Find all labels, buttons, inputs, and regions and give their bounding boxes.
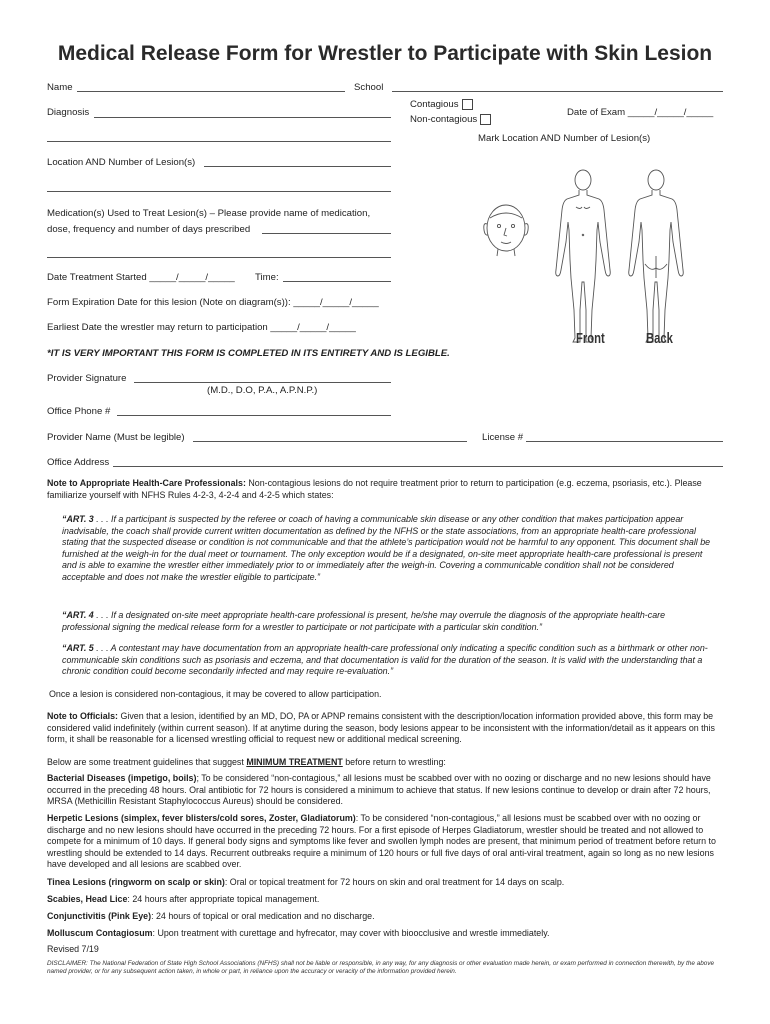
note-officials-heading: Note to Officials:	[47, 711, 119, 721]
body-diagram[interactable]	[476, 160, 726, 350]
diagnosis-label: Diagnosis	[47, 107, 90, 118]
guidelines-intro	[47, 757, 723, 769]
disclaimer: DISCLAIMER: The National Federation of State High School Associations (NFHS) shall not be liable or responsible, in any way, for any diagnosis or other evaluation made herein, or exam performed in connection therewith, by the above named provider, or for any subsequent action taken, in whole or part, in reliance upon the accuracy or veracity of the information provided herein.	[47, 960, 715, 976]
date-treatment-started-field[interactable]: Date Treatment Started _____/_____/_____	[47, 272, 235, 283]
note-officials-text: Given that a lesion, identified by an MD, DO, PA or APNP remains consistent with the description/location information provided above, this form may be considered valid indefinitely (within current season). If at anytime during the season, body lesions appear to be inconsistent with the information/detail as it appears on this form, it shall be reasonable for a licensed wrestling official to request new or additional medical screening.	[47, 711, 715, 744]
location-label: Location AND Number of Lesion(s)	[47, 157, 196, 168]
office-phone-label: Office Phone #	[47, 406, 111, 417]
revised-date: Revised 7/19	[47, 944, 99, 954]
tinea-text: : Oral or topical treatment for 72 hours on skin and oral treatment for 14 days on scalp.	[224, 877, 565, 887]
note-hcp-heading: Note to Appropriate Health-Care Professionals:	[47, 478, 246, 488]
scabies-section	[47, 894, 723, 906]
diagnosis-field[interactable]	[94, 117, 391, 118]
date-of-exam-field[interactable]: Date of Exam _____/_____/_____	[567, 107, 714, 118]
art5-label: “ART. 5	[62, 643, 94, 653]
medication-label-2: dose, frequency and number of days prescribed	[47, 224, 251, 235]
art5	[62, 643, 712, 678]
bacterial-heading: Bacterial Diseases (impetigo, boils)	[47, 773, 197, 783]
provider-signature-label: Provider Signature	[47, 373, 127, 384]
mark-location-label: Mark Location AND Number of Lesion(s)	[478, 133, 651, 144]
medication-field-line2[interactable]	[47, 257, 391, 258]
note-hcp	[47, 478, 723, 501]
time-field[interactable]	[283, 281, 391, 282]
school-label: School	[354, 82, 384, 93]
tinea-section	[47, 877, 723, 889]
bacterial-text: ; To be considered “non-contagious,” all lesions must be scabbed over with no oozing or discharge and no new lesions should have occurred in the preceding 48 hours. Oral antibiotic for 72 hours is considered a minimum to achieve that status. If new lesions continue to develop or drain after 72 hours, MRSA (Methicillin Resistant Staphylococcus Aureus) should be considered.	[47, 773, 711, 806]
molluscum-section	[47, 928, 723, 940]
art4-label: “ART. 4	[62, 610, 94, 620]
conjunctivitis-heading: Conjunctivitis (Pink Eye)	[47, 911, 152, 921]
scabies-text: : 24 hours after appropriate topical management.	[127, 894, 320, 904]
bacterial-section	[47, 773, 723, 808]
non-contagious-label: Non-contagious	[410, 114, 478, 126]
contagious-option[interactable]	[410, 99, 473, 110]
back-body-diagram[interactable]	[629, 170, 684, 342]
name-field[interactable]	[77, 91, 345, 92]
contagious-label: Contagious	[410, 99, 459, 111]
herpetic-heading: Herpetic Lesions (simplex, fever blisters/cold sores, Zoster, Gladiatorum)	[47, 813, 356, 823]
front-label: Front	[576, 330, 605, 347]
scabies-heading: Scabies, Head Lice	[47, 894, 128, 904]
office-address-field[interactable]	[113, 466, 723, 467]
office-phone-field[interactable]	[117, 415, 391, 416]
medication-field[interactable]	[262, 233, 391, 234]
herpetic-section	[47, 813, 723, 871]
art3-text: . . . If a participant is suspected by the referee or coach of having a communicable skin disease or any other condition that makes participation appear inadvisable, the coach shall provide current written documentation as defined by the NFHS or the state associations, from an appropriate health-care professional stating that the suspected disease or condition is not communicable and that the athlete’s participation would not be harmful to any opponent. This document shall be furnished at the weigh-in for the dual meet or tournament. The only exception would be if a designated, on-site meet appropriate health-care professional is present and is able to examine the wrestler either immediately prior to or immediately after the weigh-in. Covering a communicable condition shall not be considered acceptable and does not make the wrestler eligible to participate.”	[62, 514, 711, 582]
guidelines-emphasis: MINIMUM TREATMENT	[246, 757, 343, 767]
location-field-line2[interactable]	[47, 191, 391, 192]
important-note: *IT IS VERY IMPORTANT THIS FORM IS COMPLETED IN ITS ENTIRETY AND IS LEGIBLE.	[47, 348, 450, 359]
herpetic-text: : To be considered “non-contagious,” all lesions must be scabbed over with no oozing or discharge and no new lesions should have occurred in the preceding 72 hours. For a first episode of Herpes Gladiatorum, wrestler should be treated and not allowed to compete for a minimum of 10 days. If general body signs and symptoms like fever and swollen lymph nodes are present, that minimum period of treatment before return to wrestling should be extended to 14 days. Recurrent outbreaks require a minimum of 120 hours or full five days of oral anti-viral treatment, again so long as no new lesions have developed and all lesions are scabbed over.	[47, 813, 716, 869]
form-title: Medical Release Form for Wrestler to Participate with Skin Lesion	[57, 42, 713, 65]
molluscum-heading: Molluscum Contagiosum	[47, 928, 153, 938]
conjunctivitis-section	[47, 911, 723, 923]
conjunctivitis-text: : 24 hours of topical or oral medication and no discharge.	[151, 911, 375, 921]
guidelines-pre: Below are some treatment guidelines that suggest	[47, 757, 247, 767]
location-field[interactable]	[204, 166, 391, 167]
license-label: License #	[482, 432, 524, 443]
office-address-label: Office Address	[47, 457, 110, 468]
art4	[62, 610, 712, 633]
tinea-heading: Tinea Lesions (ringworm on scalp or skin)	[47, 877, 225, 887]
note-hcp-text: Non-contagious lesions do not require treatment prior to return to participation (e.g. eczema, psoriasis, etc.). Please familiarize yourself with NFHS Rules 4-2-3, 4-2-4 and 4-2-5 which states:	[47, 478, 702, 500]
note-officials	[47, 711, 723, 746]
provider-credentials: (M.D., D.O, P.A., A.P.N.P.)	[207, 385, 318, 396]
provider-name-label: Provider Name (Must be legible)	[47, 432, 185, 443]
art5-text: . . . A contestant may have documentation from an appropriate health-care professional only indicating a specific condition such as a birthmark or other non-communicable skin conditions such as psoriasis and eczema, and that documentation is valid for the duration of the season. It is valid with the understanding that a chronic condition could become secondarily infected and may require re-evaluation.”	[62, 643, 708, 676]
non-contagious-checkbox[interactable]	[480, 114, 491, 125]
license-field[interactable]	[526, 441, 723, 442]
head-diagram[interactable]	[484, 205, 528, 256]
guidelines-post: before return to wrestling:	[342, 757, 446, 767]
time-label: Time:	[255, 272, 279, 283]
art3	[62, 514, 712, 583]
school-field[interactable]	[392, 91, 723, 92]
contagious-checkbox[interactable]	[462, 99, 473, 110]
provider-name-field[interactable]	[193, 441, 467, 442]
provider-signature-field[interactable]	[134, 382, 391, 383]
name-label: Name	[47, 82, 73, 93]
art3-label: “ART. 3	[62, 514, 94, 524]
non-contagious-option[interactable]	[410, 114, 491, 125]
molluscum-text: : Upon treatment with curettage and hyfrecator, may cover with bioocclusive and wrestle immediately.	[152, 928, 550, 938]
art4-text: . . . If a designated on-site meet appropriate health-care professional is present, he/she may overrule the diagnosis of the appropriate health-care professional signing the medical release form for a wrestler to participate or not participate with a particular skin condition.”	[62, 610, 666, 632]
back-label: Back	[646, 330, 673, 347]
diagnosis-field-line2[interactable]	[47, 141, 391, 142]
covered-note: Once a lesion is considered non-contagious, it may be covered to allow participation.	[49, 689, 382, 699]
medication-label: Medication(s) Used to Treat Lesion(s) – Please provide name of medication,	[47, 208, 371, 219]
earliest-return-field[interactable]: Earliest Date the wrestler may return to participation _____/_____/_____	[47, 322, 356, 333]
front-body-diagram[interactable]	[556, 170, 611, 342]
form-expiration-field[interactable]: Form Expiration Date for this lesion (Note on diagram(s)): _____/_____/_____	[47, 297, 379, 308]
